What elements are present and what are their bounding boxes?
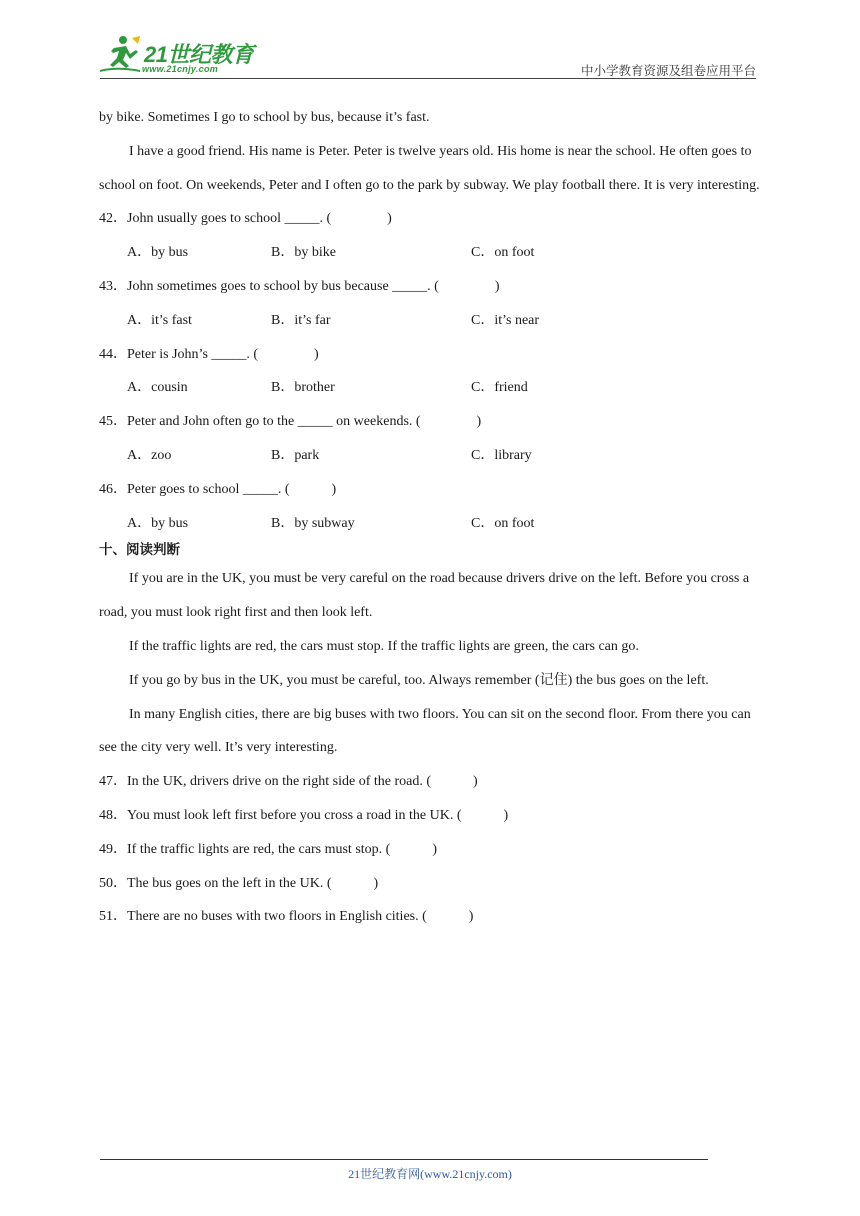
question-number: 48． [99,807,127,823]
page-header [0,0,860,84]
question-number: 47． [99,774,127,790]
option-c: C．on foot [471,245,535,261]
section-title: 十、阅读判断 [99,542,180,559]
question-44 [99,338,764,406]
question-number: 49． [99,841,127,857]
option-a: A．cousin [127,380,188,396]
question-text: Peter is John’s _____. ( ) [127,346,319,362]
passage-paragraph: If you go by bus in the UK, you must be careful, too. Always remember (记住) the bus goes on the left. [129,672,709,688]
question-text: John usually goes to school _____. ( ) [127,211,392,227]
question-number: 45． [99,414,127,430]
option-b: B．park [271,447,320,463]
question-number: 42． [99,211,127,227]
option-a: A．it’s fast [127,312,192,328]
passage-paragraph: In many English cities, there are big buses with two floors. You can sit on the second floor. From there you can see the city very well. It’s very interesting. [99,706,751,756]
question-number: 44． [99,346,127,362]
header-divider [100,78,756,79]
option-c: C．library [471,447,532,463]
logo-text: 21世纪教育 [144,42,254,67]
footer-divider [100,1159,708,1160]
page-footer: 21世纪教育网(www.21cnjy.com) [348,1167,512,1181]
question-text: John sometimes goes to school by bus because _____. ( ) [127,278,500,294]
passage-paragraph: If you are in the UK, you must be very careful on the road because drivers drive on the left. Before you cross a road, you must look right first and then look left. [99,571,750,621]
question-number: 51． [99,909,127,925]
option-c: C．it’s near [471,312,540,328]
question-text: Peter goes to school _____. ( ) [127,481,337,497]
question-43 [99,270,764,338]
option-a: A．by bus [127,515,189,531]
question-49 [99,833,764,867]
logo-url: www.21cnjy.com [142,64,219,74]
question-number: 46． [99,481,127,497]
question-text: If the traffic lights are red, the cars must stop. ( ) [127,841,437,857]
passage-paragraph: by bike. Sometimes I go to school by bus, because it’s fast. [99,110,430,125]
passage-paragraph: If the traffic lights are red, the cars must stop. If the traffic lights are green, the cars can go. [129,638,639,654]
option-b: B．by bike [271,245,336,261]
question-text: In the UK, drivers drive on the right side of the road. ( ) [127,774,478,790]
passage-paragraph: I have a good friend. His name is Peter. Peter is twelve years old. His home is near the school. He often goes to school on foot. On weekends, Peter and I often go to the park by subway. We play football there. It is very interesting. [99,143,760,193]
question-text: You must look left first before you cross a road in the UK. ( ) [127,807,509,823]
option-b: B．brother [271,380,335,396]
question-number: 43． [99,278,127,294]
question-number: 50． [99,875,127,891]
option-c: C．friend [471,380,528,396]
worksheet-content [99,101,764,934]
question-48 [99,799,764,833]
question-45 [99,405,764,473]
question-text: There are no buses with two floors in English cities. ( ) [127,909,474,925]
question-47 [99,765,764,799]
option-b: B．it’s far [271,312,331,328]
option-a: A．zoo [127,447,172,463]
option-b: B．by subway [271,515,355,531]
runner-logo-icon [96,34,142,76]
site-logo [96,34,266,78]
question-51 [99,900,764,934]
question-46 [99,473,764,541]
option-a: A．by bus [127,245,189,261]
question-50 [99,867,764,901]
question-42 [99,202,764,270]
platform-name: 中小学教育资源及组卷应用平台 [580,64,756,78]
question-text: The bus goes on the left in the UK. ( ) [127,875,379,891]
question-text: Peter and John often go to the _____ on weekends. ( ) [127,414,482,430]
option-c: C．on foot [471,515,535,531]
